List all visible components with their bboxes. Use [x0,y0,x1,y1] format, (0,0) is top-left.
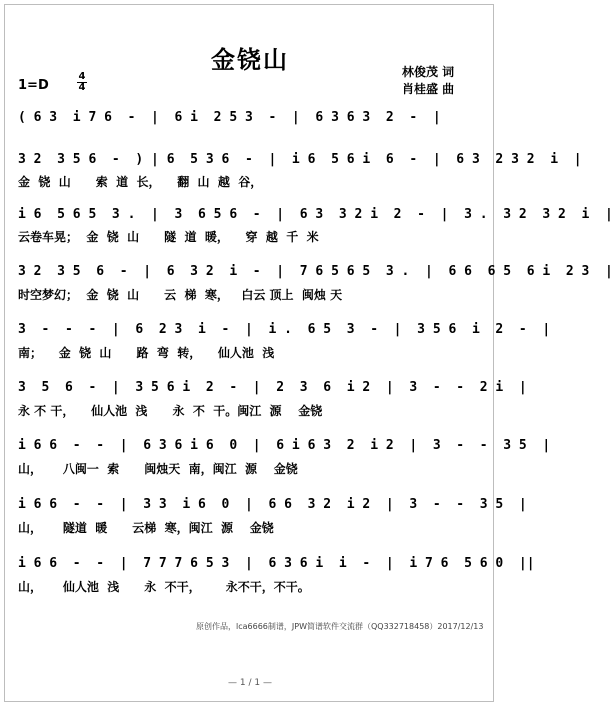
lyric-row-9: 山， 仙人池 浅 永 不干， 永不干，不干。 [18,580,310,594]
notation-row-7: i 6 6 - - | 6 3 6 i 6 0 | 6 i 6 3 2 i 2 | 3 - - 3 5 | [18,438,551,453]
song-title: 金铙山 [211,46,289,74]
lyric-row-2: 金 铙 山 索 道 长， 翻 山 越 谷， [18,175,263,189]
time-signature-top: 4 [78,71,86,82]
notation-row-1: ( 6 3 i 7 6 - | 6 i 2 5 3 - | 6 3 6 3 2 - | [18,110,441,125]
key-signature: 1=D [18,78,49,93]
lyric-row-3: 云卷车晃； 金 铙 山 隧 道 暖， 穿 越 千 米 [18,230,319,244]
lyric-row-4: 时空梦幻； 金 铙 山 云 梯 寒， 白云 顶上 闽烛 天 [18,288,343,302]
footer-note: 原创作品，lca6666制谱，JPW简谱软件交流群（QQ332718458）2017/12/13 [196,622,484,631]
time-signature [76,72,88,93]
page-number: — 1 / 1 — [228,678,272,688]
lyricist-credit: 林俊茂 词 [402,65,455,79]
lyric-row-6: 永 不 干， 仙人池 浅 永 不 干。闽江 源 金铙 [18,404,323,418]
notation-row-9: i 6 6 - - | 7 7 7 6 5 3 | 6 3 6 i i - | i 7 6 5 6 0 || [18,556,535,571]
notation-row-3: i 6 5 6 5 3 . | 3 6 5 6 - | 6 3 3 2 i 2 - | 3 . 3 2 3 2 i | [18,207,613,222]
lyric-row-5: 南； 金 铙 山 路 弯 转， 仙人池 浅 [18,346,275,360]
notation-row-4: 3 2 3 5 6 - | 6 3 2 i - | 7 6 5 6 5 3 . | 6 6 6 5 6 i 2 3 | [18,264,613,279]
notation-row-6: 3 5 6 - | 3 5 6 i 2 - | 2 3 6 i 2 | 3 - - 2 i | [18,380,527,395]
notation-row-8: i 6 6 - - | 3 3 i 6 0 | 6 6 3 2 i 2 | 3 - - 3 5 | [18,497,527,512]
notation-row-5: 3 - - - | 6 2 3 i - | i . 6 5 3 - | 3 5 6 i 2 - | [18,322,551,337]
time-signature-bottom: 4 [78,82,86,93]
composer-credit: 肖桂盛 曲 [402,82,455,96]
notation-row-2: 3 2 3 5 6 - ) | 6 5 3 6 - | i 6 5 6 i 6 - | 6 3 2 3 2 i | [18,152,582,167]
lyric-row-8: 山， 隧道 暖 云梯 寒，闽江 源 金铙 [18,521,274,535]
lyric-row-7: 山， 八闽一 索 闽烛天 南，闽江 源 金铙 [18,462,298,476]
